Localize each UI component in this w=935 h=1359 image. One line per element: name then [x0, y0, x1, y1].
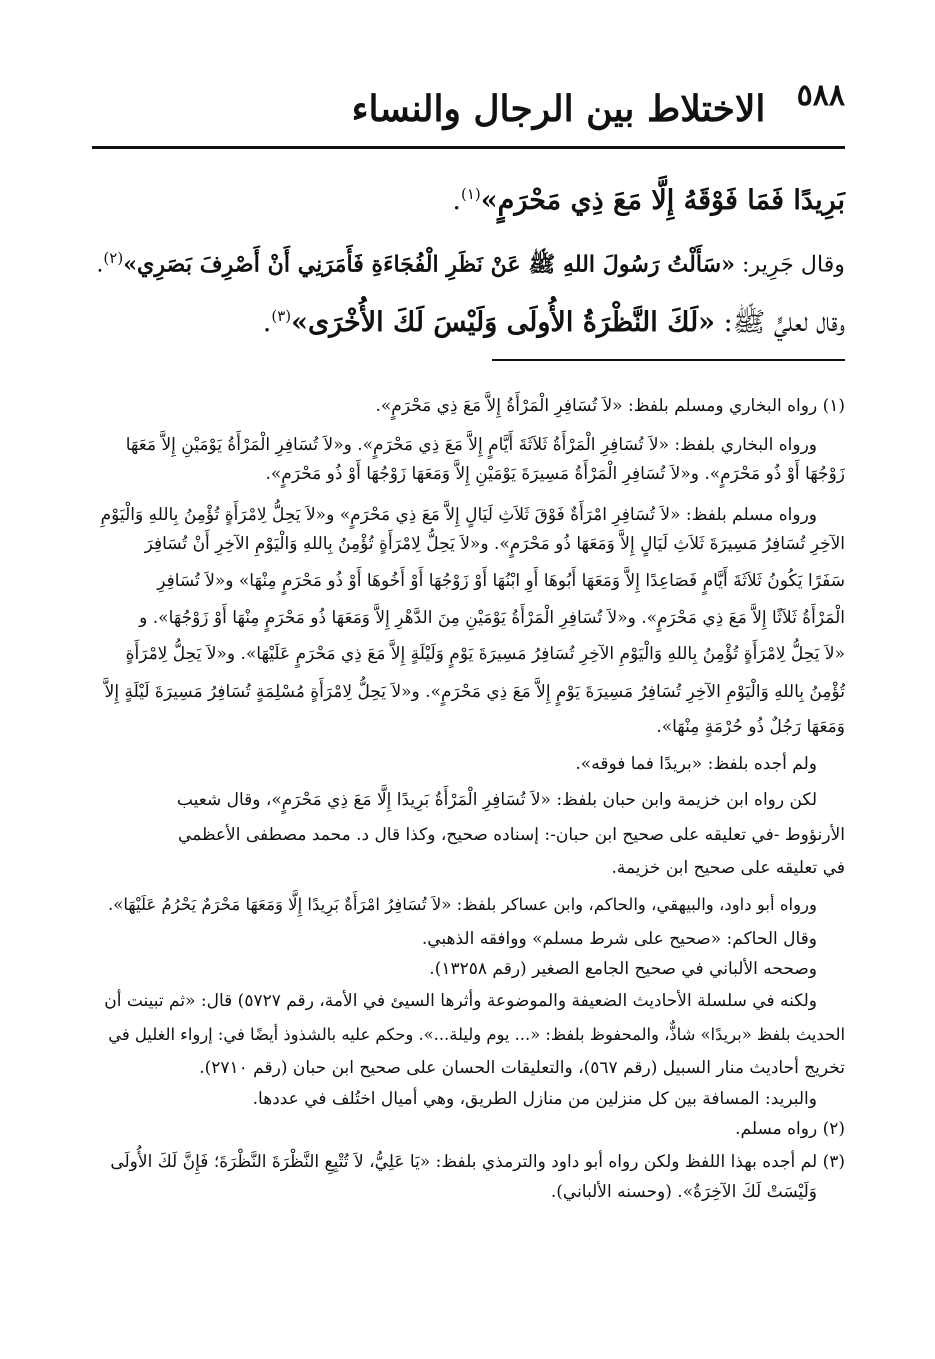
- main-line-punct: .: [96, 251, 104, 278]
- footnote-ref: (٣): [271, 307, 292, 325]
- footnote-line: تخريج أحاديث منار السبيل (رقم ٥٦٧)، والتعليقات الحسان على صحيح ابن حبان (رقم ٢٧١٠).: [199, 1058, 845, 1078]
- footnote-line: (٢) رواه مسلم.: [735, 1119, 845, 1139]
- footnote-line: (٣) لم أجده بهذا اللفظ ولكن رواه أبو داود والترمذي بلفظ: «يَا عَلِيُّ، لاَ تُتْبِعِ النَّظْرَةَ النَّظْرَةَ؛ فَإِنَّ لَكَ الأُولَى: [110, 1152, 845, 1172]
- footnote-line: وَمَعَهَا رَجُلٌ ذُو حُرْمَةٍ مِنْهَا».: [656, 717, 845, 737]
- footnote-line: ولكنه في سلسلة الأحاديث الضعيفة والموضوعة وأثرها السيئ في الأمة، رقم ٥٧٢٧) قال: «ثم تبينت أن: [104, 991, 817, 1011]
- footnote-line: زَوْجُهَا أَوْ ذُو مَحْرَمٍ». و«لاَ تُسَافِرِ الْمَرْأَةُ مَسِيرَةَ يَوْمَيْنِ إِلاَّ وَمَعَهَا زَوْجُهَا أَوْ ذُو مَحْرَمٍ».: [265, 464, 845, 484]
- main-line-text: وقال جَرِير:: [734, 251, 845, 278]
- page-header: [92, 70, 845, 152]
- header-rule: [92, 146, 845, 149]
- footnote-line: ورواه مسلم بلفظ: «لاَ تُسَافِرِ امْرَأَةٌ فَوْقَ ثَلاَثِ لَيَالٍ إِلاَّ مَعَ ذِي مَحْرَمٍ» و«لاَ يَحِلُّ لِامْرَأَةٍ تُؤْمِنُ بِاللهِ وَالْيَوْمِ: [100, 505, 817, 525]
- footnote-ref: (٢): [103, 249, 124, 267]
- running-title: الاختلاط بين الرجال والنساء: [351, 88, 766, 130]
- footnote-line: الأرنؤوط -في تعليقه على صحيح ابن حبان-: إسناده صحيح، وكذا قال د. محمد مصطفى الأعظمي: [177, 825, 845, 845]
- footnote-line: سَفَرًا يَكُونُ ثَلاَثَةَ أَيَّامٍ فَصَاعِدًا إِلاَّ وَمَعَهَا أَبُوهَا أَوِ ابْنُهَا أَوْ زَوْجُهَا أَوْ أَخُوهَا أَوْ ذُو مَحْرَمٍ مِنْهَا» و«لاَ تُسَافِرِ: [157, 571, 845, 591]
- footnote-line: ورواه البخاري بلفظ: «لاَ تُسَافِرِ الْمَرْأَةُ ثَلاَثَةَ أَيَّامٍ إِلاَّ مَعَ ذِي مَحْرَمٍ». و«لاَ تُسَافِرِ الْمَرْأَةُ يَوْمَيْنِ إِلاَّ مَعَهَا: [125, 435, 817, 455]
- main-line-punct: .: [262, 307, 272, 338]
- main-line: [263, 296, 845, 343]
- footnote-line: (١) رواه البخاري ومسلم بلفظ: «لاَ تُسَافِرِ الْمَرْأَةُ إِلاَّ مَعَ ذِي مَحْرَمٍ».: [375, 396, 845, 416]
- main-line-punct: .: [452, 185, 461, 216]
- footnote-line: في تعليقه على صحيح ابن خزيمة.: [611, 858, 845, 878]
- main-line: [96, 238, 845, 284]
- page-number: ٥٨٨: [796, 78, 845, 113]
- footnote-line: وَلَيْسَتْ لَكَ الآخِرَةُ». (وحسنه الألباني).: [550, 1182, 817, 1202]
- footnote-line: لكن رواه ابن خزيمة وابن حبان بلفظ: «لاَ تُسَافِرِ الْمَرْأَةُ بَرِيدًا إِلَّا مَعَ ذِي مَحْرَمٍ»، وقال شعيب: [176, 790, 817, 810]
- footnote-line: والبريد: المسافة بين كل منزلين من منازل الطريق، وهي أميال اختُلف في عددها.: [252, 1089, 817, 1109]
- footnote-line: وصححه الألباني في صحيح الجامع الصغير (رقم ١٣٢٥٨).: [429, 959, 817, 979]
- footnote-ref: (١): [460, 185, 481, 203]
- footnote-line: تُؤْمِنُ بِاللهِ وَالْيَوْمِ الآخِرِ تُسَافِرُ مَسِيرَةَ يَوْمٍ إِلاَّ مَعَ ذِي مَحْرَمٍ». و«لاَ يَحِلُّ لِامْرَأَةٍ مُسْلِمَةٍ تُسَافِرُ مَسِيرَةَ لَيْلَةٍ إِلاَّ: [104, 682, 845, 702]
- hadith-quote: بَرِيدًا فَمَا فَوْقَهُ إِلَّا مَعَ ذِي مَحْرَمٍ»: [480, 185, 845, 216]
- footnote-line: «لاَ يَحِلُّ لِامْرَأَةٍ تُؤْمِنُ بِاللهِ وَالْيَوْمِ الآخِرِ تُسَافِرُ مَسِيرَةَ يَوْمٍ وَلَيْلَةٍ إِلاَّ مَعَ ذِي مَحْرَمٍ عَلَيْهَا». و«لاَ يَحِلُّ لِامْرَأَةٍ: [125, 644, 845, 664]
- footnote-line: وقال الحاكم: «صحيح على شرط مسلم» ووافقه الذهبي.: [421, 929, 817, 949]
- footnote-line: ولم أجده بلفظ: «بريدًا فما فوقه».: [575, 754, 817, 774]
- main-line-text: وقال لعليٍّ ﷺ:: [715, 307, 845, 338]
- footnote-line: الْمَرْأَةُ ثَلاَثًا إِلاَّ مَعَ ذِي مَحْرَمٍ». و«لاَ تُسَافِرِ الْمَرْأَةُ يَوْمَيْنِ مِنَ الدَّهْرِ إِلاَّ وَمَعَهَا ذُو مَحْرَمٍ مِنْهَا أَوْ زَوْجُهَا». و: [139, 608, 845, 628]
- hadith-quote: «لَكَ النَّظْرَةُ الأُولَى وَلَيْسَ لَكَ الأُخْرَى»: [291, 307, 716, 338]
- footnote-line: ورواه أبو داود، والبيهقي، والحاكم، وابن عساكر بلفظ: «لاَ تُسَافِرُ امْرَأَةٌ بَرِيدًا إِلَّا وَمَعَهَا مَحْرَمٌ يَحْرُمُ عَلَيْهَا».: [107, 895, 817, 914]
- footnote-line: الحديث بلفظ «بريدًا» شاذٌّ، والمحفوظ بلفظ: «... يوم وليلة...». وحكم عليه بالشذوذ أيضًا في: إرواء الغليل في: [108, 1025, 845, 1044]
- footnote-line: الآخِرِ تُسَافِرُ مَسِيرَةَ ثَلاَثِ لَيَالٍ إِلاَّ وَمَعَهَا ذُو مَحْرَمٍ». و«لاَ يَحِلُّ لِامْرَأَةٍ تُؤْمِنُ بِاللهِ وَالْيَوْمِ الآخِرِ أَنْ تُسَافِرَ: [144, 534, 845, 554]
- footnote-separator: [492, 359, 845, 361]
- main-line: [452, 174, 845, 221]
- hadith-quote: «سَأَلْتُ رَسُولَ اللهِ ﷺ عَنْ نَظَرِ الْفُجَاءَةِ فَأَمَرَنِي أَنْ أَصْرِفَ بَصَرِي»: [123, 251, 735, 278]
